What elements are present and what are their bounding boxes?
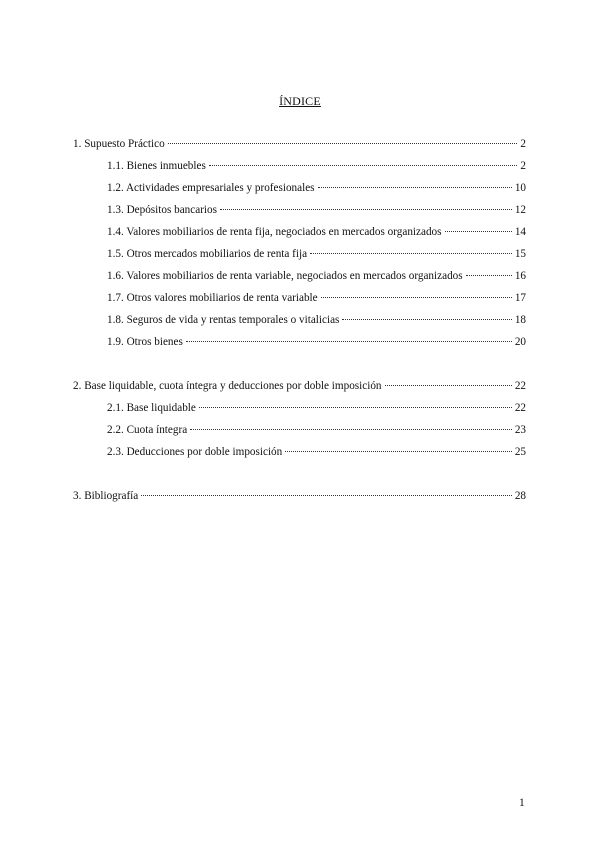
toc-entry-label: 1.4. Valores mobiliarios de renta fija, negociados en mercados organizados [107,226,442,238]
toc-entry-label: 1.6. Valores mobiliarios de renta variable, negociados en mercados organizados [107,270,463,282]
toc-entry-2-2[interactable] [107,423,526,437]
toc-entry-page: 16 [514,270,526,282]
toc-entry-page: 28 [514,490,526,502]
toc-entry-page: 20 [514,336,526,348]
toc-entry-2-1[interactable] [107,401,526,415]
toc-entry-2-3[interactable] [107,445,526,459]
toc-entry-page: 17 [514,292,526,304]
toc-entry-page: 15 [514,248,526,260]
toc-entry-section-3[interactable] [73,489,526,503]
dot-leader [141,494,512,496]
toc-entry-label: 1.5. Otros mercados mobiliarios de renta fija [107,248,308,260]
dot-leader [220,208,512,210]
toc-entry-page: 18 [514,314,526,326]
toc-entry-1-4[interactable] [107,225,526,239]
dot-leader [342,318,511,320]
page-number: 1 [519,797,525,809]
toc-entry-1-7[interactable] [107,291,526,305]
toc-entry-label: 1.8. Seguros de vida y rentas temporales o vitalicias [107,314,340,326]
toc-entry-1-1[interactable] [107,159,526,173]
toc-entry-page: 22 [514,380,526,392]
toc-entry-page: 23 [514,424,526,436]
dot-leader [209,164,518,166]
toc-entry-label: 2.1. Base liquidable [107,402,196,414]
toc-entry-label: 1.7. Otros valores mobiliarios de renta variable [107,292,318,304]
page-title: ÍNDICE [279,94,321,108]
toc-entry-page: 12 [514,204,526,216]
dot-leader [285,450,512,452]
toc-entry-section-2[interactable] [73,379,526,393]
toc-entry-page: 25 [514,446,526,458]
toc-entry-page: 2 [520,138,526,150]
dot-leader [321,296,512,298]
toc-entry-label: 1.1. Bienes inmuebles [107,160,206,172]
toc-entry-label: 2.3. Deducciones por doble imposición [107,446,283,458]
dot-leader [168,142,518,144]
dot-leader [310,252,512,254]
toc-entry-page: 10 [514,182,526,194]
toc-entry-label: 3. Bibliografía [73,490,139,502]
dot-leader [190,428,512,430]
toc-entry-label: 2. Base liquidable, cuota íntegra y deducciones por doble imposición [73,380,382,392]
toc-entry-label: 1.2. Actividades empresariales y profesionales [107,182,315,194]
toc-entry-page: 2 [520,160,526,172]
toc-entry-label: 1.9. Otros bienes [107,336,183,348]
toc-entry-page: 14 [514,226,526,238]
toc-entry-label: 2.2. Cuota íntegra [107,424,188,436]
toc-entry-label: 1.3. Depósitos bancarios [107,204,217,216]
dot-leader [186,340,512,342]
dot-leader [199,406,512,408]
toc-entry-1-9[interactable] [107,335,526,349]
dot-leader [385,384,512,386]
toc-entry-1-8[interactable] [107,313,526,327]
dot-leader [318,186,512,188]
toc-entry-1-2[interactable] [107,181,526,195]
dot-leader [445,230,512,232]
toc-entry-1-5[interactable] [107,247,526,261]
toc-entry-label: 1. Supuesto Práctico [73,138,165,150]
toc-entry-1-3[interactable] [107,203,526,217]
toc-entry-section-1[interactable] [73,137,526,151]
toc-entry-page: 22 [514,402,526,414]
toc-entry-1-6[interactable] [107,269,526,283]
dot-leader [466,274,512,276]
